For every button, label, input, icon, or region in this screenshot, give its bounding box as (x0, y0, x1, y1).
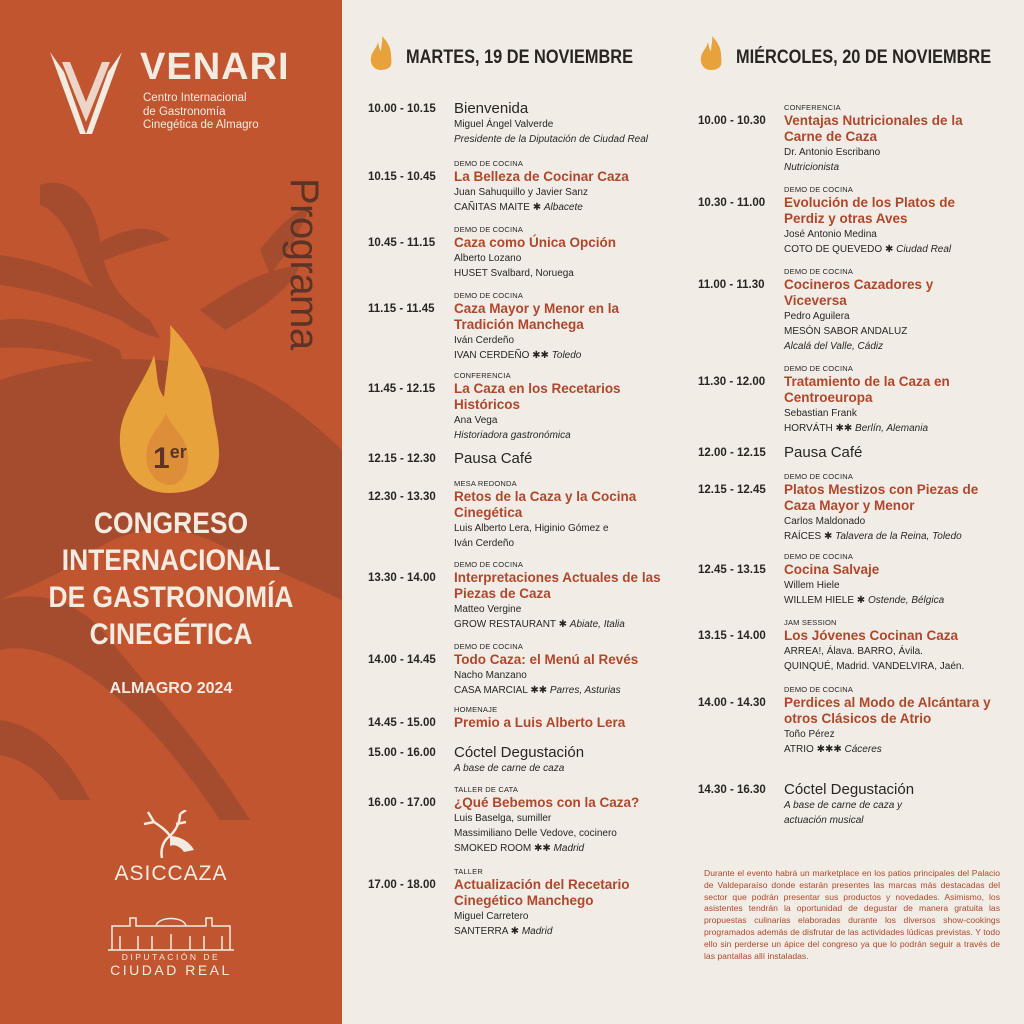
session-time: 12.15 - 12.30 (368, 453, 436, 465)
sponsor-diputacion-top: DIPUTACIÓN DE (121, 952, 221, 962)
session-detail: Willem Hiele (784, 580, 840, 591)
session-type: DEMO DE COCINA (784, 685, 854, 694)
session-title: Platos Mestizos con Piezas de Caza Mayor y Menor (784, 482, 979, 513)
session-detail: Ana Vega (454, 415, 498, 426)
session-type: MESA REDONDA (454, 479, 517, 488)
session-time: 10.15 - 10.45 (368, 171, 436, 183)
session-time: 13.15 - 14.00 (698, 630, 766, 642)
session-detail: GROW RESTAURANT ✱ Abiate, Italia (454, 619, 625, 630)
venari-v-logo (50, 52, 122, 134)
session-time: 14.30 - 16.30 (698, 784, 766, 796)
session-time: 10.00 - 10.30 (698, 115, 766, 127)
session-detail: HUSET Svalbard, Noruega (454, 268, 574, 279)
session-detail: Historiadora gastronómica (454, 430, 571, 441)
day2-header (700, 36, 1020, 70)
session-type: DEMO DE COCINA (784, 267, 854, 276)
deer-head-icon (140, 810, 200, 860)
session-type: DEMO DE COCINA (454, 560, 524, 569)
session-time: 17.00 - 18.00 (368, 879, 436, 891)
session-title: Cocineros Cazadores y Viceversa (784, 277, 934, 308)
session-time: 12.15 - 12.45 (698, 484, 766, 496)
session-detail: Iván Cerdeño (454, 538, 515, 549)
session-detail: Luis Alberto Lera, Higinio Gómez e (454, 523, 609, 534)
session-time: 12.30 - 13.30 (368, 491, 436, 503)
day2-title: MIÉRCOLES, 20 DE NOVIEMBRE (736, 47, 992, 68)
session-title: Evolución de los Platos de Perdiz y otras Aves (784, 195, 956, 226)
session-type: DEMO DE COCINA (784, 472, 854, 481)
session-time: 12.00 - 12.15 (698, 447, 766, 459)
session-time: 14.00 - 14.30 (698, 697, 766, 709)
session-detail: HORVÁTH ✱✱ Berlín, Alemania (784, 423, 929, 434)
session-detail: actuación musical (784, 815, 864, 826)
session-type: DEMO DE COCINA (454, 291, 524, 300)
session-detail: A base de carne de caza (454, 763, 565, 774)
session-type: JAM SESSION (784, 618, 837, 627)
session-detail: Luis Baselga, sumiller (454, 813, 552, 824)
session-detail: Alberto Lozano (454, 253, 522, 264)
session-time: 16.00 - 17.00 (368, 797, 436, 809)
session-detail: Massimiliano Delle Vedove, cocinero (454, 828, 617, 839)
session-title: Bienvenida (454, 100, 529, 117)
session-time: 12.45 - 13.15 (698, 564, 766, 576)
session-time: 15.00 - 16.00 (368, 747, 436, 759)
session-detail: Nutricionista (784, 162, 840, 173)
session-detail: Pedro Aguilera (784, 311, 850, 322)
session-title: ¿Qué Bebemos con la Caza? (454, 795, 640, 810)
session-detail: Nacho Manzano (454, 670, 527, 681)
session-detail: CAÑITAS MAITE ✱ Albacete (454, 202, 583, 213)
session-title: Retos de la Caza y la Cocina Cinegética (454, 489, 637, 520)
programa-label: Programa (282, 178, 326, 350)
flame-icon (370, 36, 392, 70)
poster-panel (0, 0, 342, 1024)
session-detail: ARREA!, Álava. BARRO, Ávila. (784, 646, 923, 657)
brand-subtitle-line: de Gastronomía (143, 105, 226, 118)
session-title: Actualización del Recetario Cinegético Manchego (454, 877, 630, 908)
session-title: La Belleza de Cocinar Caza (454, 169, 629, 184)
session-title: La Caza en los Recetarios Históricos (454, 381, 621, 412)
session-title: Todo Caza: el Menú al Revés (454, 652, 639, 667)
session-title: Caza Mayor y Menor en la Tradición Manchega (454, 301, 620, 332)
session-detail: RAÍCES ✱ Talavera de la Reina, Toledo (784, 531, 962, 542)
session-detail: Miguel Carretero (454, 911, 529, 922)
session-type: DEMO DE COCINA (454, 642, 524, 651)
session-title: Ventajas Nutricionales de la Carne de Caza (784, 113, 963, 144)
brand-subtitle (143, 92, 303, 133)
session-title: Cóctel Degustación (454, 744, 585, 761)
session-detail: Carlos Maldonado (784, 516, 866, 527)
session-title: Pausa Café (454, 450, 533, 467)
building-icon (108, 912, 234, 952)
session-detail: SMOKED ROOM ✱✱ Madrid (454, 843, 585, 854)
session-type: DEMO DE COCINA (454, 225, 524, 234)
flame-icon (700, 36, 722, 70)
session-detail: Dr. Antonio Escribano (784, 147, 881, 158)
session-title: Perdices al Modo de Alcántara y otros Clásicos de Atrio (784, 695, 991, 726)
session-detail: ATRIO ✱✱✱ Cáceres (784, 744, 882, 755)
title-line: DE GASTRONOMÍA (48, 581, 294, 614)
session-type: DEMO DE COCINA (784, 185, 854, 194)
vertical-label (270, 178, 330, 358)
session-time: 14.00 - 14.45 (368, 654, 436, 666)
session-time: 11.30 - 12.00 (698, 376, 766, 388)
session-detail: Alcalá del Valle, Cádiz (784, 341, 884, 352)
session-detail: Toño Pérez (784, 729, 835, 740)
session-time: 11.00 - 11.30 (698, 279, 765, 291)
session-detail: Iván Cerdeño (454, 335, 515, 346)
session-type: CONFERENCIA (784, 103, 841, 112)
session-title: Cocina Salvaje (784, 562, 880, 577)
session-type: DEMO DE COCINA (784, 364, 854, 373)
session-type: HOMENAJE (454, 705, 498, 714)
session-detail: A base de carne de caza y (784, 800, 903, 811)
session-type: DEMO DE COCINA (454, 159, 524, 168)
session-title: Cóctel Degustación (784, 781, 915, 798)
session-detail: Presidente de la Diputación de Ciudad Real (454, 134, 649, 145)
session-title: Los Jóvenes Cocinan Caza (784, 628, 959, 643)
session-title: Pausa Café (784, 444, 863, 461)
session-time: 13.30 - 14.00 (368, 572, 436, 584)
session-type: TALLER DE CATA (454, 785, 519, 794)
edition-badge (153, 442, 187, 476)
session-title: Interpretaciones Actuales de las Piezas de Caza (454, 570, 661, 601)
session-detail: Miguel Ángel Valverde (454, 119, 554, 130)
session-detail: Sebastian Frank (784, 408, 857, 419)
session-time: 10.45 - 11.15 (368, 237, 436, 249)
sponsor-asiccaza: ASICCAZA (114, 862, 228, 885)
session-type: TALLER (454, 867, 483, 876)
day1-title: MARTES, 19 DE NOVIEMBRE (406, 47, 633, 68)
sponsor-diputacion-bottom: CIUDAD REAL (110, 962, 232, 978)
session-time: 11.45 - 12.15 (368, 383, 436, 395)
session-detail: Matteo Vergine (454, 604, 522, 615)
edition-suffix: er (169, 442, 187, 462)
session-detail: SANTERRA ✱ Madrid (454, 926, 553, 937)
session-detail: IVAN CERDEÑO ✱✱ Toledo (454, 350, 582, 361)
session-time: 14.45 - 15.00 (368, 717, 436, 729)
title-line: CONGRESO (93, 507, 249, 540)
title-line: INTERNACIONAL (61, 544, 281, 577)
congress-title (21, 505, 322, 653)
session-detail: QUINQUÉ, Madrid. VANDELVIRA, Jaén. (784, 661, 965, 672)
brand-name: VENARI (140, 46, 290, 88)
session-detail: José Antonio Medina (784, 229, 877, 240)
marketplace-note: Durante el evento habrá un marketplace en los patios principales del Palacio de Valdeparaíso donde estarán presentes las marcas más destacadas del sector que podrán presentar sus productos y novedades. Asimismo, los asistentes tendrán la oportunidad de degustar de manera gratuita las propuestas culinarias elaboradas durante los diversos show-cookings programados además de disfrutar de las actividades lúdicas previstas. Y todo ello sin perderse un ápice del congreso ya que lo podrán seguir a través de las pantallas allí instaladas. (704, 868, 1000, 961)
session-detail: COTO DE QUEVEDO ✱ Ciudad Real (784, 244, 952, 255)
day1-header (370, 36, 690, 70)
edition-number: 1 (153, 442, 170, 475)
brand-subtitle-line: Centro Internacional (143, 92, 247, 104)
session-time: 10.00 - 10.15 (368, 103, 436, 115)
session-detail: CASA MARCIAL ✱✱ Parres, Asturias (454, 685, 621, 696)
session-title: Premio a Luis Alberto Lera (454, 715, 626, 730)
session-type: CONFERENCIA (454, 371, 511, 380)
session-title: Caza como Única Opción (454, 235, 617, 250)
session-time: 10.30 - 11.00 (698, 197, 766, 209)
session-title: Tratamiento de la Caza en Centroeuropa (784, 374, 950, 405)
session-detail: MESÓN SABOR ANDALUZ (784, 326, 908, 337)
session-time: 11.15 - 11.45 (368, 303, 435, 315)
session-detail: Juan Sahuquillo y Javier Sanz (454, 187, 588, 198)
title-line: CINEGÉTICA (89, 618, 253, 651)
session-detail: WILLEM HIELE ✱ Ostende, Bélgica (784, 595, 945, 606)
congress-subtitle: ALMAGRO 2024 (109, 680, 233, 697)
brand-subtitle-line: Cinegética de Almagro (143, 119, 259, 131)
session-type: DEMO DE COCINA (784, 552, 854, 561)
